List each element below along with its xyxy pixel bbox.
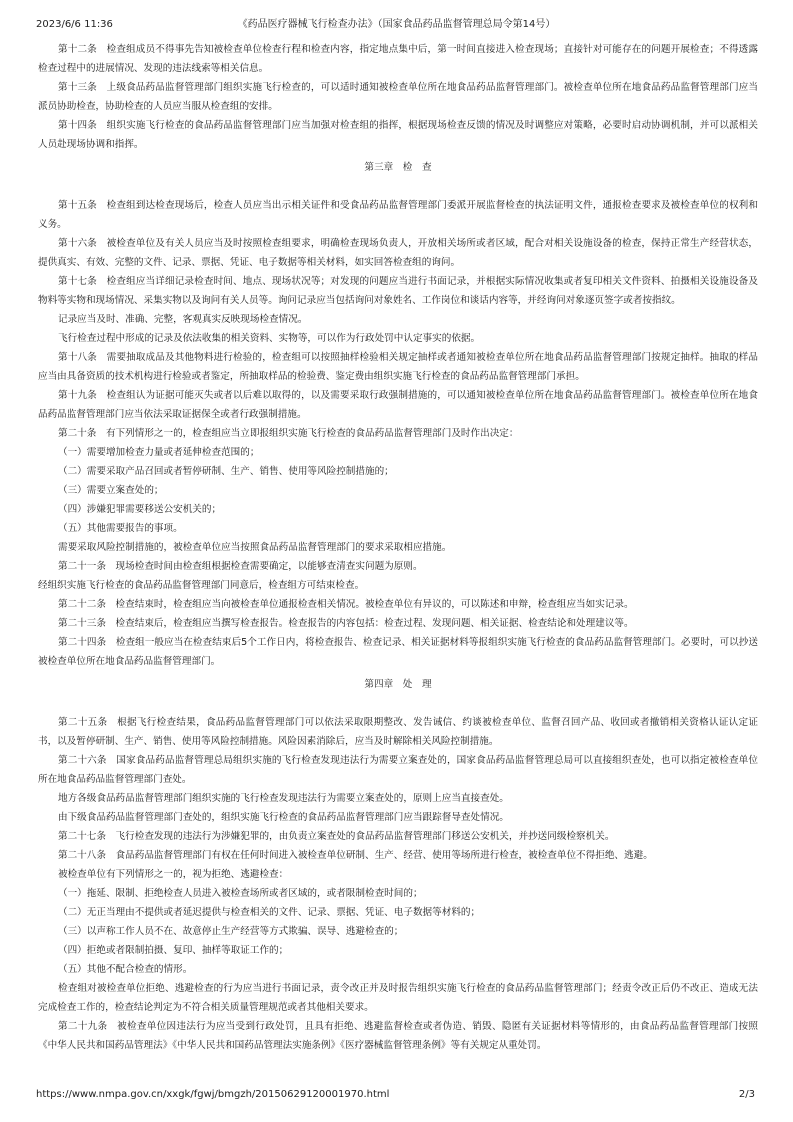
- print-datetime: 2023/6/6 11:36: [36, 19, 113, 30]
- article-20-item-4: （四）涉嫌犯罪需要移送公安机关的；: [58, 504, 222, 515]
- article-17: 第十七条 检查组应当详细记录检查时间、地点、现场状况等；对发现的问题应当进行书面记录，并根据实际情况收集或者复印相关文件资料、拍摄相关设施设备及物料等实物和现场情况、采集实物以及询问有关人员等。询问记录应当包括询问对象姓名、工作岗位和谈话内容等，并经询问对象逐页签字或者按指纹。: [38, 276, 758, 306]
- article-19: 第十九条 检查组认为证据可能灭失或者以后难以取得的，以及需要采取行政强制措施的，可以通知被检查单位所在地食品药品监督管理部门。被检查单位所在地食品药品监督管理部门应当依法采取证据保全或者行政强制措施。: [38, 390, 758, 420]
- article-28-para-3: 检查组对被检查单位拒绝、逃避检查的行为应当进行书面记录，责令改正并及时报告组织实施飞行检查的食品药品监督管理部门；经责令改正后仍不改正、造成无法完成检查工作的，检查结论判定为不符合相关质量管理规范或者其他相关要求。: [38, 983, 758, 1013]
- article-28-para-2: 被检查单位有下列情形之一的，视为拒绝、逃避检查：: [58, 869, 289, 880]
- article-26-para-3: 由下级食品药品监督管理部门查处的，组织实施飞行检查的食品药品监督管理部门应当跟踪督导查处情况。: [58, 812, 509, 823]
- article-20-item-3: （三）需要立案查处的；: [58, 485, 164, 496]
- article-20-item-5: （五）其他需要报告的事项。: [58, 523, 183, 534]
- chapter-4-heading: 第四章 处 理: [364, 679, 432, 690]
- article-20-item-2: （二）需要采取产品召回或者暂停研制、生产、销售、使用等风险控制措施的；: [58, 466, 394, 477]
- article-20-item-1: （一）需要增加检查力量或者延伸检查范围的；: [58, 447, 260, 458]
- article-28-item-4: （四）拒绝或者限制拍摄、复印、抽样等取证工作的；: [58, 945, 289, 956]
- article-26-para-2: 地方各级食品药品监督管理部门组织实施的飞行检查发现违法行为需要立案查处的，原则上应当直接查处。: [58, 793, 509, 804]
- article-16: 第十六条 被检查单位及有关人员应当及时按照检查组要求，明确检查现场负责人，开放相关场所或者区域，配合对相关设施设备的检查，保持正常生产经营状态，提供真实、有效、完整的文件、记录、票据、凭证、电子数据等相关材料，如实回答检查组的询问。: [38, 238, 758, 268]
- article-28-item-2: （二）无正当理由不提供或者延迟提供与检查相关的文件、记录、票据、凭证、电子数据等材料的；: [58, 907, 481, 918]
- article-22: 第二十二条 检查结束时，检查组应当向被检查单位通报检查相关情况。被检查单位有异议的，可以陈述和申辩，检查组应当如实记录。: [58, 599, 634, 610]
- article-18: 第十八条 需要抽取成品及其他物料进行检验的，检查组可以按照抽样检验相关规定抽样或者通知被检查单位所在地食品药品监督管理部门按规定抽样。抽取的样品应当由具备资质的技术机构进行检验或者鉴定，所抽取样品的检验费、鉴定费由组织实施飞行检查的食品药品监督管理部门承担。: [38, 352, 758, 382]
- article-28-item-1: （一）拖延、限制、拒绝检查人员进入被检查场所或者区域的，或者限制检查时间的；: [58, 888, 423, 899]
- article-17-para-3: 飞行检查过程中形成的记录及依法收集的相关资料、实物等，可以作为行政处罚中认定事实的依据。: [58, 333, 481, 344]
- article-17-para-2: 记录应当及时、准确、完整，客观真实反映现场检查情况。: [58, 314, 308, 325]
- article-13: 第十三条 上级食品药品监督管理部门组织实施飞行检查的，可以适时通知被检查单位所在地食品药品监督管理部门。被检查单位所在地食品药品监督管理部门应当派员协助检查，协助检查的人员应当服从检查组的安排。: [38, 82, 758, 112]
- article-24: 第二十四条 检查组一般应当在检查结束后5个工作日内，将检查报告、检查记录、相关证据材料等报组织实施飞行检查的食品药品监督管理部门。必要时，可以抄送被检查单位所在地食品药品监督管理部门。: [38, 637, 758, 667]
- page-header-title: 《药品医疗器械飞行检查办法》（国家食品药品监督管理总局令第14号）: [237, 19, 556, 30]
- chapter-3-heading: 第三章 检 查: [364, 162, 432, 173]
- article-26: 第二十六条 国家食品药品监督管理总局组织实施的飞行检查发现违法行为需要立案查处的，国家食品药品监督管理总局可以直接组织查处，也可以指定被检查单位所在地食品药品监督管理部门查处。: [38, 755, 758, 785]
- document-body: [38, 40, 758, 1055]
- article-23: 第二十三条 检查结束后，检查组应当撰写检查报告。检查报告的内容包括：检查过程、发现问题、相关证据、检查结论和处理建议等。: [58, 618, 634, 629]
- article-21-para-2: 经组织实施飞行检查的食品药品监督管理部门同意后，检查组方可结束检查。: [38, 580, 365, 591]
- article-21: 第二十一条 现场检查时间由检查组根据检查需要确定，以能够查清查实问题为原则。: [58, 561, 423, 572]
- article-28-item-5: （五）其他不配合检查的情形。: [58, 964, 193, 975]
- article-20: 第二十条 有下列情形之一的，检查组应当立即报组织实施飞行检查的食品药品监督管理部门及时作出决定：: [58, 428, 519, 439]
- article-28: 第二十八条 食品药品监督管理部门有权在任何时间进入被检查单位研制、生产、经营、使用等场所进行检查，被检查单位不得拒绝、逃避。: [58, 850, 653, 861]
- article-15: 第十五条 检查组到达检查现场后，检查人员应当出示相关证件和受食品药品监督管理部门委派开展监督检查的执法证明文件，通报检查要求及被检查单位的权利和义务。: [38, 200, 758, 230]
- article-28-item-3: （三）以声称工作人员不在、故意停止生产经营等方式欺骗、误导、逃避检查的；: [58, 926, 404, 937]
- page-number: 2/3: [738, 1089, 755, 1100]
- article-29: 第二十九条 被检查单位因违法行为应当受到行政处罚，且具有拒绝、逃避监督检查或者伪造、销毁、隐匿有关证据材料等情形的，由食品药品监督管理部门按照《中华人民共和国药品管理法》《中华人民共和国药品管理法实施条例》《医疗器械监督管理条例》等有关规定从重处罚。: [38, 1021, 758, 1051]
- source-url[interactable]: https://www.nmpa.gov.cn/xxgk/fgwj/bmgzh/20150629120001970.html: [36, 1089, 390, 1100]
- article-12: 第十二条 检查组成员不得事先告知被检查单位检查行程和检查内容，指定地点集中后，第一时间直接进入检查现场；直接针对可能存在的问题开展检查；不得透露检查过程中的进展情况、发现的违法线索等相关信息。: [38, 44, 758, 74]
- article-25: 第二十五条 根据飞行检查结果，食品药品监督管理部门可以依法采取限期整改、发告诫信、约谈被检查单位、监督召回产品、收回或者撤销相关资格认证认定证书，以及暂停研制、生产、销售、使用等风险控制措施。风险因素消除后，应当及时解除相关风险控制措施。: [38, 717, 758, 747]
- article-20-para-2: 需要采取风险控制措施的，被检查单位应当按照食品药品监督管理部门的要求采取相应措施。: [58, 542, 452, 553]
- article-14: 第十四条 组织实施飞行检查的食品药品监督管理部门应当加强对检查组的指挥，根据现场检查反馈的情况及时调整应对策略，必要时启动协调机制，并可以派相关人员赴现场协调和指挥。: [38, 120, 758, 150]
- article-27: 第二十七条 飞行检查发现的违法行为涉嫌犯罪的，由负责立案查处的食品药品监督管理部门移送公安机关，并抄送同级检察机关。: [58, 831, 615, 842]
